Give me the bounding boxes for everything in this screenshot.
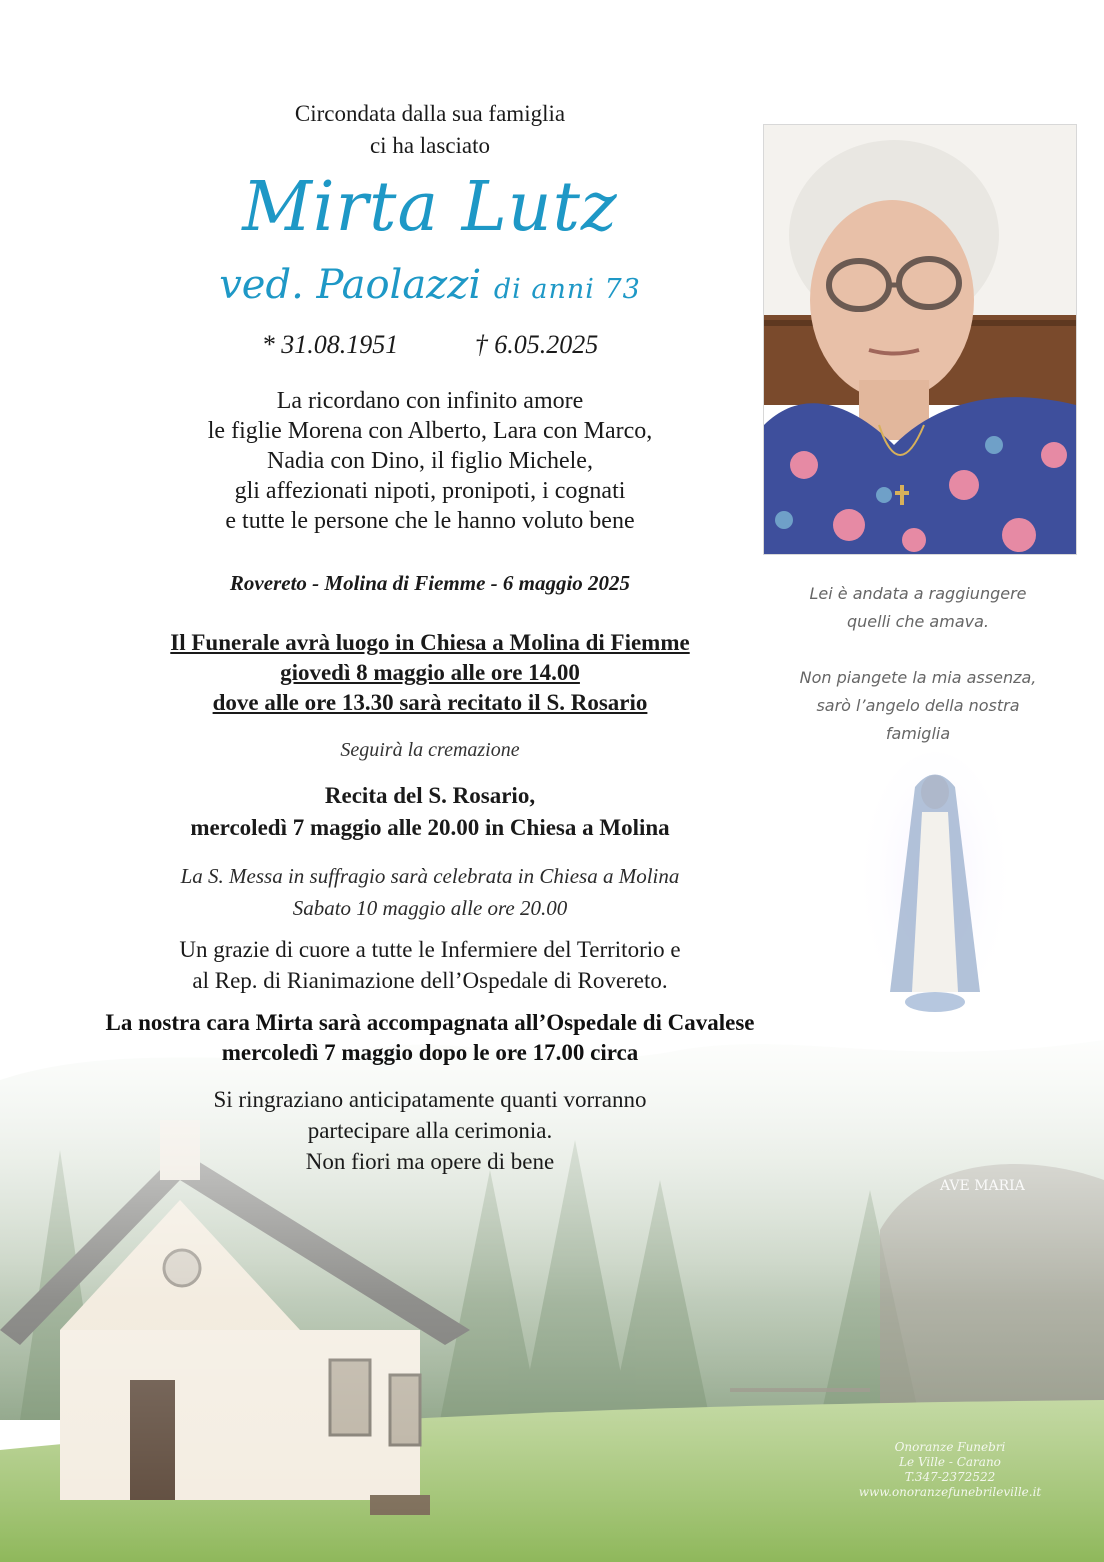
- transfer-info: [0, 1008, 860, 1068]
- mourners-line: gli affezionati nipoti, pronipoti, i cognati: [234, 478, 626, 504]
- mourners-line: Nadia con Dino, il figlio Michele,: [267, 448, 593, 474]
- footer-line: Onoranze Funebri: [894, 1440, 1006, 1454]
- quote-line: Lei è andata a raggiungere: [809, 584, 1027, 603]
- funeral-line: giovedì 8 maggio alle ore 14.00: [280, 660, 580, 685]
- intro-line: Circondata dalla sua famiglia: [294, 101, 566, 126]
- rosary-line: Recita del S. Rosario,: [324, 783, 536, 808]
- rosary-line: mercoledì 7 maggio alle 20.00 in Chiesa a Molina: [190, 815, 670, 840]
- age-text: di anni 73: [493, 274, 641, 305]
- closing-text: [0, 1084, 860, 1177]
- deceased-name: Mirta Lutz: [242, 168, 618, 247]
- funeral-info: [0, 628, 860, 718]
- married-name: [0, 258, 860, 317]
- footer-website[interactable]: www.onoranzefunebrileville.it: [858, 1485, 1042, 1499]
- mourners-text: [0, 386, 860, 536]
- thanks-line: al Rep. di Rianimazione dell’Ospedale di Rovereto.: [192, 968, 668, 993]
- mourners-line: le figlie Morena con Alberto, Lara con Marco,: [207, 418, 653, 444]
- place-date: Rovereto - Molina di Fiemme - 6 maggio 2025: [229, 571, 631, 595]
- funeral-line: dove alle ore 13.30 sarà recitato il S. Rosario: [212, 690, 648, 715]
- cremation-note: Seguirà la cremazione: [340, 739, 520, 761]
- mourners-line: e tutte le persone che le hanno voluto bene: [225, 508, 635, 534]
- closing-line: Si ringraziano anticipatamente quanti vorranno: [213, 1087, 647, 1112]
- widow-name: ved. Paolazzi: [219, 262, 482, 308]
- quote-line: Non piangete la mia assenza,: [799, 668, 1037, 687]
- thanks-line: Un grazie di cuore a tutte le Infermiere del Territorio e: [179, 937, 681, 962]
- death-date: † 6.05.2025: [474, 330, 599, 359]
- footer-line: T.347-2372522: [904, 1470, 996, 1484]
- thanks-text: [0, 934, 860, 996]
- mass-info: [0, 860, 860, 924]
- transfer-line: mercoledì 7 maggio dopo le ore 17.00 circa: [221, 1040, 639, 1065]
- mass-line: La S. Messa in suffragio sarà celebrata in Chiesa a Molina: [180, 864, 680, 888]
- portrait-photo: [763, 124, 1077, 555]
- footer-line: Le Ville - Carano: [899, 1455, 1001, 1469]
- quote-line: quelli che amava.: [847, 612, 989, 631]
- transfer-line: La nostra cara Mirta sarà accompagnata all’Ospedale di Cavalese: [105, 1010, 755, 1035]
- closing-line: partecipare alla cerimonia.: [307, 1118, 553, 1143]
- intro-line: ci ha lasciato: [369, 133, 491, 158]
- intro-text: [0, 98, 860, 162]
- funeral-line: Il Funerale avrà luogo in Chiesa a Molina di Fiemme: [170, 630, 690, 655]
- madonna-image: [860, 752, 1010, 1032]
- quote-2: [768, 664, 1068, 748]
- closing-line: Non fiori ma opere di bene: [305, 1149, 555, 1174]
- mass-line: Sabato 10 maggio alle ore 20.00: [292, 896, 568, 920]
- life-dates: [0, 328, 860, 362]
- mourners-line: La ricordano con infinito amore: [276, 388, 584, 414]
- quote-line: famiglia: [885, 724, 951, 743]
- birth-date: * 31.08.1951: [261, 330, 399, 359]
- quote-1: [768, 580, 1068, 636]
- rosary-info: [0, 780, 860, 844]
- funeral-home-footer: [820, 1440, 1080, 1500]
- quote-line: sarò l’angelo della nostra: [816, 696, 1020, 715]
